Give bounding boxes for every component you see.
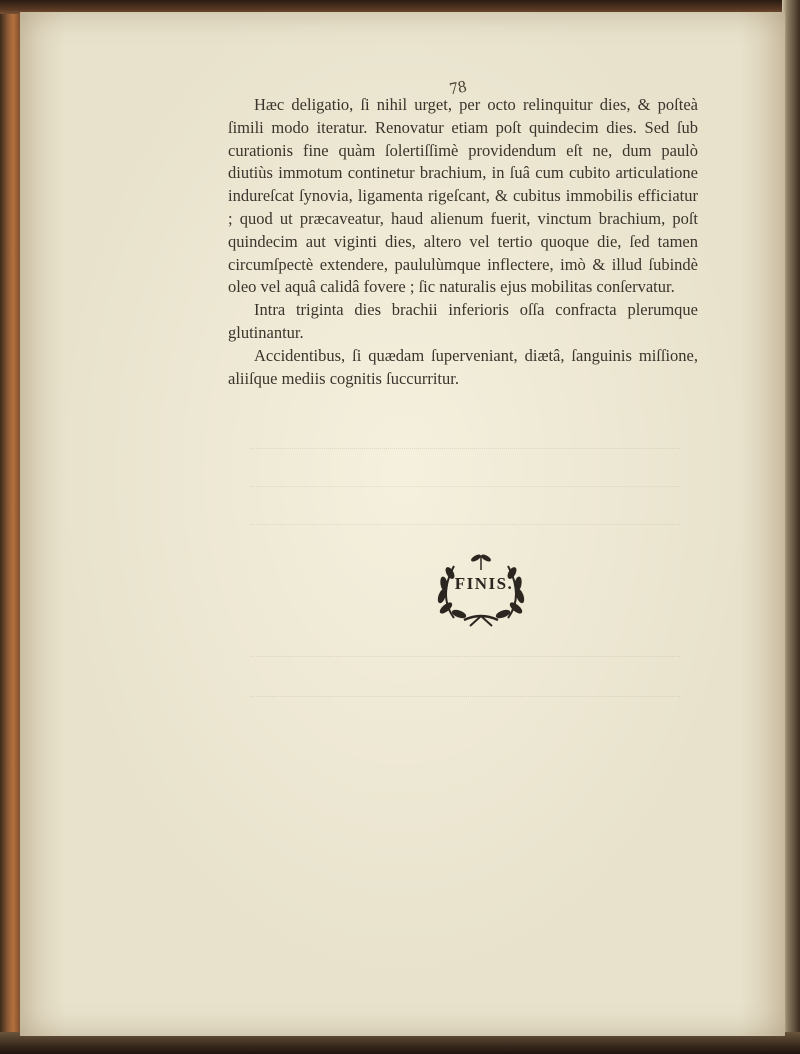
paragraph: Hæc deligatio, ſi nihil urget, per octo relinquitur dies, & poſteà ſimili modo iteratur. Renovatur etiam poſt quindecim dies. Sed ſub curationis fine quàm ſolertiſſimè providendum eſt ne, dum paulò diutiùs immotum continetur brachium, in ſuâ cum cubito articulatione indureſcat ſynovia, ligamenta rigeſcant, & cubitus immobilis efficiatur ; quod ut præcaveatur, haud alienum fuerit, vinctum brachium, poſt quindecim aut viginti dies, altero vel tertio quoque die, ſed tamen circumſpectè extendere, paululùmque inflectere, imò & illud ſubindè oleo vel aquâ calidâ fovere ; ſic naturalis ejus mobilitas conſervatur. <box>228 95 698 297</box>
paragraph: Accidentibus, ſi quædam ſuperveniant, diætâ, ſanguinis miſſione, aliiſque mediis cognitis ſuccurritur. <box>228 345 698 388</box>
paragraph: Intra triginta dies brachii inferioris oſſa confracta plerumque glutinantur. <box>228 300 698 342</box>
body-text <box>228 94 698 390</box>
show-through-line <box>250 432 680 449</box>
page-number: 78 <box>447 76 468 99</box>
show-through-line <box>250 680 680 697</box>
show-through-line <box>250 508 680 525</box>
show-through-line <box>250 640 680 657</box>
show-through-line <box>250 470 680 487</box>
finis-label: FINIS. <box>454 574 514 593</box>
book-binding-left <box>0 0 22 1054</box>
